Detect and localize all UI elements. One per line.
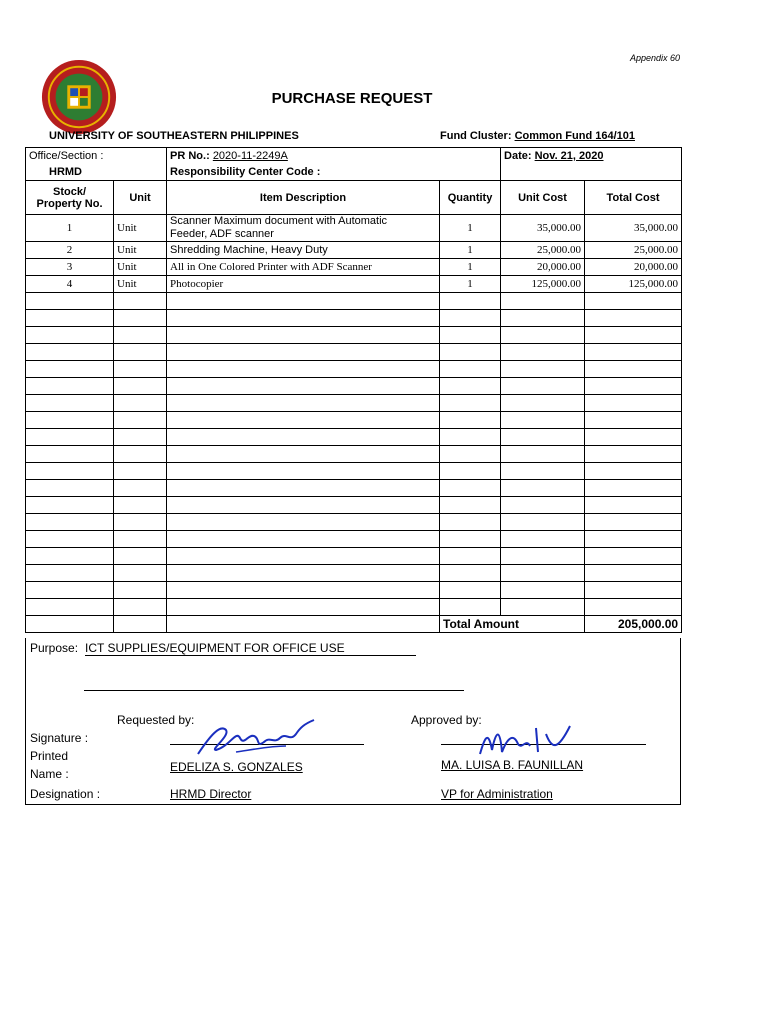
purpose-value: ICT SUPPLIES/EQUIPMENT FOR OFFICE USE xyxy=(85,641,416,656)
empty-cell xyxy=(167,310,440,327)
empty-cell xyxy=(167,480,440,497)
empty-cell xyxy=(114,293,167,310)
empty-cell xyxy=(114,565,167,582)
empty-cell xyxy=(114,327,167,344)
office-value: HRMD xyxy=(49,166,82,178)
empty-cell xyxy=(585,582,682,599)
empty-row xyxy=(26,378,682,395)
empty-cell xyxy=(501,514,585,531)
empty-cell xyxy=(26,429,114,446)
empty-row xyxy=(26,548,682,565)
empty-cell xyxy=(440,310,501,327)
empty-cell xyxy=(440,378,501,395)
fund-cluster xyxy=(440,130,635,142)
empty-cell xyxy=(501,463,585,480)
name-label: Name : xyxy=(30,767,69,781)
empty-cell xyxy=(585,344,682,361)
empty-cell xyxy=(585,497,682,514)
empty-cell xyxy=(114,582,167,599)
pr-value: 2020-11-2249A xyxy=(212,150,288,162)
empty-row xyxy=(26,446,682,463)
office-value-cell xyxy=(26,164,167,181)
empty-cell xyxy=(501,446,585,463)
designation-label: Designation : xyxy=(30,787,101,801)
table-row xyxy=(26,276,682,293)
empty-row xyxy=(26,582,682,599)
empty-cell xyxy=(585,395,682,412)
empty-row xyxy=(26,327,682,344)
empty-cell xyxy=(114,446,167,463)
empty-cell xyxy=(440,446,501,463)
empty-cell xyxy=(440,514,501,531)
empty-cell xyxy=(167,361,440,378)
empty-cell xyxy=(114,395,167,412)
approver-name: MA. LUISA B. FAUNILLAN xyxy=(441,758,584,772)
empty-cell xyxy=(26,548,114,565)
empty-row xyxy=(26,531,682,548)
signature-label: Signature : xyxy=(30,731,89,745)
item-description: Photocopier xyxy=(167,276,440,293)
rcc-label: Responsibility Center Code : xyxy=(167,164,501,181)
empty-cell xyxy=(585,361,682,378)
empty-cell xyxy=(501,599,585,616)
empty-cell xyxy=(501,429,585,446)
header-unit-cost: Unit Cost xyxy=(501,181,585,215)
empty-cell xyxy=(167,497,440,514)
item-qty: 1 xyxy=(440,259,501,276)
approver-signature xyxy=(474,720,574,760)
empty-cell xyxy=(585,429,682,446)
printed-label: Printed xyxy=(30,749,69,763)
empty-cell xyxy=(440,480,501,497)
header-unit: Unit xyxy=(114,181,167,215)
empty-row xyxy=(26,514,682,531)
empty-cell xyxy=(26,582,114,599)
item-description: All in One Colored Printer with ADF Scanner xyxy=(167,259,440,276)
empty-cell xyxy=(114,497,167,514)
purpose-blank-line xyxy=(84,690,464,691)
header-stock-line1: Stock/ xyxy=(52,185,86,198)
item-unit-cost: 25,000.00 xyxy=(501,242,585,259)
requester-designation: HRMD Director xyxy=(170,787,252,801)
empty-cell xyxy=(585,463,682,480)
empty-cell xyxy=(167,327,440,344)
empty-cell xyxy=(167,446,440,463)
item-unit-cost: 35,000.00 xyxy=(501,215,585,242)
page-title: PURCHASE REQUEST xyxy=(271,90,433,107)
date-cell xyxy=(501,148,682,165)
empty-cell xyxy=(440,412,501,429)
empty-cell xyxy=(501,531,585,548)
empty-cell xyxy=(167,293,440,310)
empty-row xyxy=(26,497,682,514)
empty-cell xyxy=(26,599,114,616)
empty-cell xyxy=(585,446,682,463)
empty-cell xyxy=(26,531,114,548)
item-qty: 1 xyxy=(440,242,501,259)
empty-cell xyxy=(440,327,501,344)
empty-cell xyxy=(501,293,585,310)
empty-cell xyxy=(440,463,501,480)
empty-cell xyxy=(26,497,114,514)
fund-cluster-value: Common Fund 164/101 xyxy=(514,130,635,142)
empty-cell xyxy=(114,480,167,497)
empty-cell xyxy=(26,344,114,361)
empty-cell xyxy=(114,412,167,429)
approved-by-label: Approved by: xyxy=(411,713,482,727)
requester-name: EDELIZA S. GONZALES xyxy=(170,760,303,774)
empty-cell xyxy=(501,361,585,378)
purpose-label: Purpose: xyxy=(30,641,79,655)
empty-cell xyxy=(167,531,440,548)
empty-row xyxy=(26,429,682,446)
purchase-request-table xyxy=(25,147,682,633)
item-unit: Unit xyxy=(114,259,167,276)
empty-cell xyxy=(114,599,167,616)
total-amount-label: Total Amount xyxy=(440,616,585,633)
empty-cell xyxy=(440,293,501,310)
empty-cell xyxy=(501,395,585,412)
empty-cell xyxy=(585,293,682,310)
empty-row xyxy=(26,395,682,412)
empty-cell xyxy=(440,599,501,616)
empty-cell xyxy=(585,480,682,497)
item-desc-line1: Scanner Maximum document with Automatic xyxy=(170,215,388,227)
header-total-cost: Total Cost xyxy=(585,181,682,215)
requested-by-label: Requested by: xyxy=(117,713,195,727)
item-unit-cost: 20,000.00 xyxy=(501,259,585,276)
empty-cell xyxy=(26,514,114,531)
empty-cell xyxy=(114,429,167,446)
empty-cell xyxy=(501,327,585,344)
empty-cell xyxy=(26,565,114,582)
empty-cell xyxy=(114,531,167,548)
empty-cell xyxy=(585,531,682,548)
empty-cell xyxy=(167,429,440,446)
empty-row xyxy=(26,565,682,582)
item-description: Shredding Machine, Heavy Duty xyxy=(167,242,440,259)
date-label: Date: xyxy=(504,150,532,162)
pr-label: PR No.: xyxy=(170,150,210,162)
empty-cell xyxy=(585,565,682,582)
empty-cell xyxy=(26,293,114,310)
date-value: Nov. 21, 2020 xyxy=(534,150,604,162)
item-no: 1 xyxy=(26,215,114,242)
empty-cell xyxy=(585,514,682,531)
empty-cell xyxy=(440,565,501,582)
empty-cell xyxy=(26,378,114,395)
empty-cell xyxy=(501,548,585,565)
item-unit-cost: 125,000.00 xyxy=(501,276,585,293)
header-description: Item Description xyxy=(167,181,440,215)
empty-cell xyxy=(501,565,585,582)
header-stock-line2: Property No. xyxy=(36,197,103,210)
item-total-cost: 25,000.00 xyxy=(585,242,682,259)
item-total-cost: 125,000.00 xyxy=(585,276,682,293)
empty-cell xyxy=(440,395,501,412)
table-row xyxy=(26,215,682,242)
empty-row xyxy=(26,480,682,497)
item-unit: Unit xyxy=(114,276,167,293)
requester-signature xyxy=(190,716,320,761)
empty-cell xyxy=(501,344,585,361)
empty-cell xyxy=(26,310,114,327)
empty-cell xyxy=(440,344,501,361)
empty-cell xyxy=(585,310,682,327)
empty-cell xyxy=(167,548,440,565)
empty-cell xyxy=(585,599,682,616)
empty-cell xyxy=(114,344,167,361)
table-row xyxy=(26,259,682,276)
empty-cell xyxy=(26,395,114,412)
pr-no-cell xyxy=(167,148,501,165)
empty-cell xyxy=(501,378,585,395)
item-total-cost: 35,000.00 xyxy=(585,215,682,242)
item-qty: 1 xyxy=(440,276,501,293)
item-no: 4 xyxy=(26,276,114,293)
empty-cell xyxy=(26,480,114,497)
empty-cell xyxy=(26,446,114,463)
empty-row xyxy=(26,344,682,361)
empty-cell xyxy=(440,531,501,548)
header-stock xyxy=(26,181,114,215)
item-unit: Unit xyxy=(114,242,167,259)
table-row xyxy=(26,242,682,259)
empty-row xyxy=(26,412,682,429)
empty-cell xyxy=(501,582,585,599)
university-name: UNIVERSITY OF SOUTHEASTERN PHILIPPINES xyxy=(49,130,299,142)
empty-cell xyxy=(440,548,501,565)
empty-cell xyxy=(114,514,167,531)
item-qty: 1 xyxy=(440,215,501,242)
empty-cell xyxy=(26,327,114,344)
empty-cell xyxy=(114,548,167,565)
approver-designation: VP for Administration xyxy=(441,787,553,801)
empty-cell xyxy=(501,412,585,429)
empty-row xyxy=(26,293,682,310)
empty-cell xyxy=(114,378,167,395)
empty-row xyxy=(26,463,682,480)
empty-cell xyxy=(167,412,440,429)
empty-cell xyxy=(440,582,501,599)
empty-cell xyxy=(167,463,440,480)
empty-cell xyxy=(167,344,440,361)
empty-cell xyxy=(440,429,501,446)
item-no: 2 xyxy=(26,242,114,259)
empty-cell xyxy=(501,310,585,327)
office-label: Office/Section : xyxy=(26,148,167,165)
empty-row xyxy=(26,599,682,616)
empty-cell xyxy=(167,599,440,616)
item-total-cost: 20,000.00 xyxy=(585,259,682,276)
empty-row xyxy=(26,310,682,327)
empty-cell xyxy=(114,361,167,378)
total-amount-value: 205,000.00 xyxy=(585,616,682,633)
empty-cell xyxy=(114,310,167,327)
empty-row xyxy=(26,361,682,378)
item-desc-line2: Feeder, ADF scanner xyxy=(170,228,274,240)
empty-cell xyxy=(585,412,682,429)
empty-cell xyxy=(440,497,501,514)
appendix-label: Appendix 60 xyxy=(629,53,680,63)
empty-cell xyxy=(585,378,682,395)
header-quantity: Quantity xyxy=(440,181,501,215)
item-unit: Unit xyxy=(114,215,167,242)
item-no: 3 xyxy=(26,259,114,276)
item-description xyxy=(167,215,440,242)
empty-cell xyxy=(440,361,501,378)
fund-cluster-label: Fund Cluster: xyxy=(440,130,512,142)
empty-cell xyxy=(501,497,585,514)
empty-cell xyxy=(167,565,440,582)
empty-cell xyxy=(26,412,114,429)
empty-cell xyxy=(114,463,167,480)
empty-cell xyxy=(26,463,114,480)
empty-cell xyxy=(167,582,440,599)
empty-cell xyxy=(167,514,440,531)
empty-cell xyxy=(26,361,114,378)
empty-cell xyxy=(167,378,440,395)
empty-cell xyxy=(585,327,682,344)
empty-cell xyxy=(167,395,440,412)
empty-cell xyxy=(585,548,682,565)
empty-cell xyxy=(501,480,585,497)
